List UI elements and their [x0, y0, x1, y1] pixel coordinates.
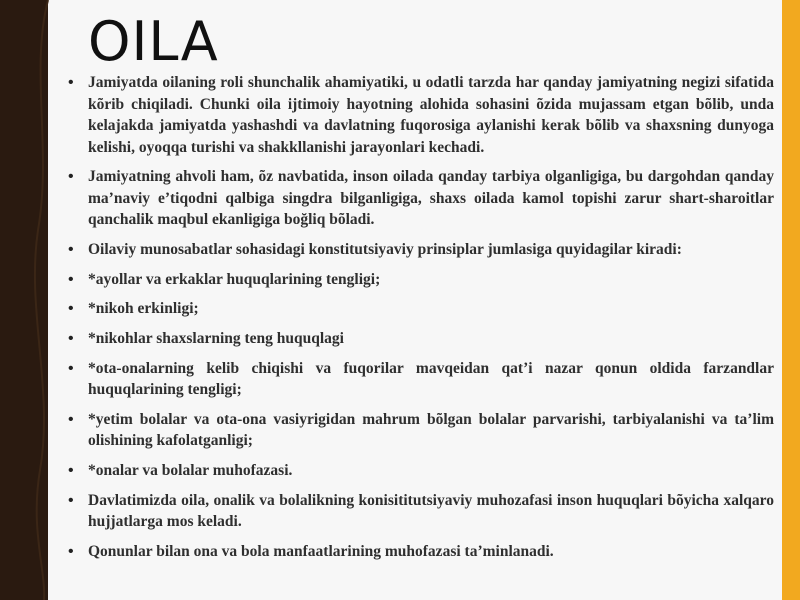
slide-content: [66, 72, 774, 588]
slide-title: OILA: [88, 10, 219, 73]
bullet-item-1: • Jamiyatda oilaning roli shunchalik ahamiyatiki, u odatli tarzda har qanday jamiyatning negizi sifatida kõrib chiqiladi. Chunki oila ijtimoiy hayotning alohida sohasini õzida mujassam etgan bõlib, unda kelajakda jamiyatda yashashdi va davlatning fuqorosiga aylanishi kerak bõlib va shaxsning dunyoga kelishi, oyoqqa turishi va shakkllanishi jarayonlari kechadi.: [66, 72, 774, 158]
bullet-item-7: • *ota-onalarning kelib chiqishi va fuqorilar mavqeidan qat’i nazar qonun oldida farzandlar huquqlarining tengligi;: [66, 358, 774, 401]
bullet-item-6: • *nikohlar shaxslarning teng huquqlagi: [66, 328, 774, 350]
bullet-item-5: • *nikoh erkinligi;: [66, 298, 774, 320]
bullet-item-4: • *ayollar va erkaklar huquqlarining tengligi;: [66, 269, 774, 291]
bullet-item-9: • *onalar va bolalar muhofazasi.: [66, 460, 774, 482]
bullet-item-10: • Davlatimizda oila, onalik va bolalikning konisititutsiyaviy muhozafasi inson huquqlari bõyicha xalqaro hujjatlarga mos keladi.: [66, 490, 774, 533]
bullet-list: [66, 72, 774, 562]
left-wave-decoration: [0, 0, 60, 600]
bullet-item-3: • Oilaviy munosabatlar sohasidagi konstitutsiyaviy prinsiplar jumlasiga quyidagilar kiradi:: [66, 239, 774, 261]
bullet-item-8: • *yetim bolalar va ota-ona vasiyrigidan mahrum bõlgan bolalar parvarishi, tarbiyalanishi va ta’lim olishining kafolatganligi;: [66, 409, 774, 452]
right-accent-band: [782, 0, 800, 600]
bullet-item-2: • Jamiyatning ahvoli ham, õz navbatida, inson oilada qanday tarbiya olganligiga, bu dargohdan qanday ma’naviy e’tiqodni qalbiga singdra bilganligiga, shaxs oilada kamol topishi zarur shart-sharoitlar qanchalik maqbul ekanligiga boğliq bõladi.: [66, 166, 774, 231]
bullet-item-11: • Qonunlar bilan ona va bola manfaatlarining muhofazasi ta’minlanadi.: [66, 541, 774, 563]
